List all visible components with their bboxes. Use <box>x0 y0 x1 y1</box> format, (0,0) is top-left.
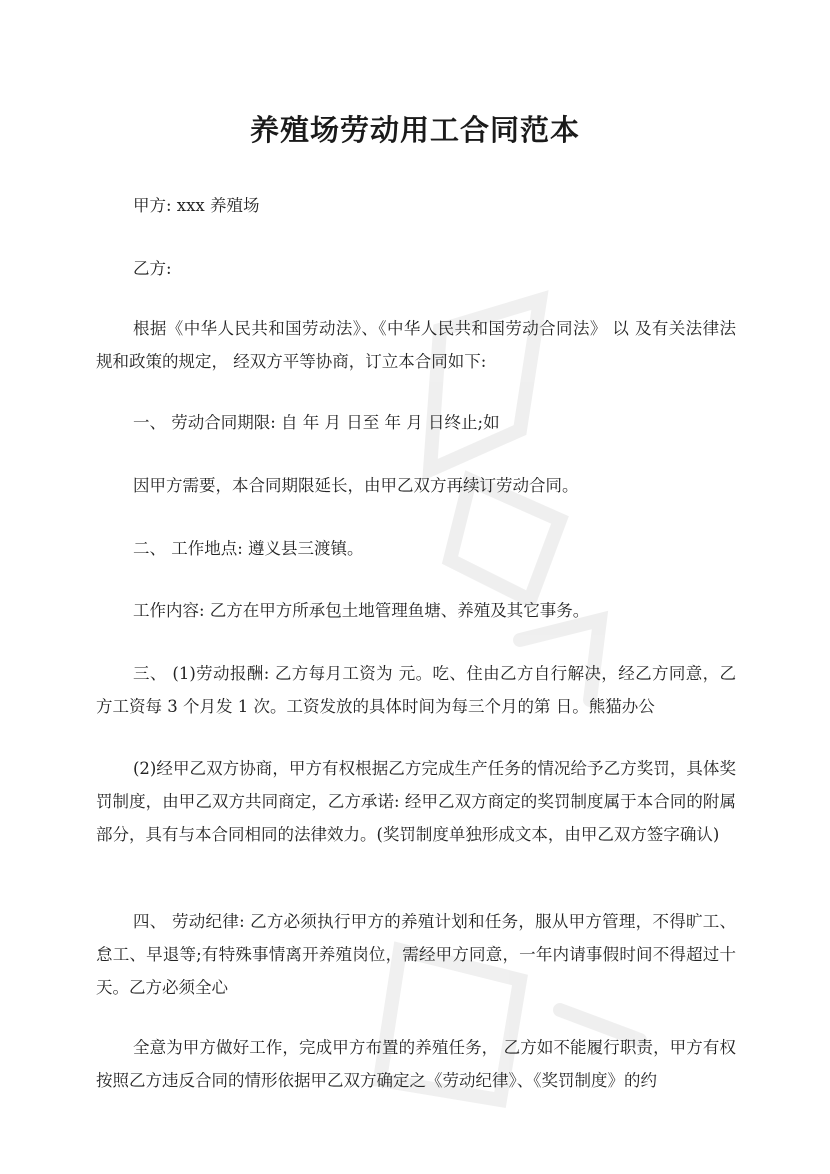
clause-3-remuneration: 三、 (1)劳动报酬: 乙方每月工资为 元。吃、住由乙方自行解决，经乙方同意，乙方工资每 3 个月发 1 次。工资发放的具体时间为每三个月的第 日。熊猫办公 <box>96 664 736 716</box>
party-b-line: 乙方: <box>133 259 172 278</box>
party-a-line: 甲方: xxx 养殖场 <box>133 196 260 215</box>
clause-2-job-content: 工作内容: 乙方在甲方所承包土地管理鱼塘、养殖及其它事务。 <box>133 601 590 620</box>
document-title: 养殖场劳动用工合同范本 <box>249 113 580 147</box>
clause-1-extension: 因甲方需要，本合同期限延长，由甲乙双方再续订劳动合同。 <box>133 476 579 495</box>
clause-4-discipline: 四、 劳动纪律: 乙方必须执行甲方的养殖计划和任务，服从甲方管理，不得旷工、怠工、早退等;有特殊事情离开养殖岗位，需经甲方同意，一年内请事假时间不得超过十天。乙方必须全心 <box>96 912 736 997</box>
clause-1-term: 一、 劳动合同期限: 自 年 月 日至 年 月 日终止;如 <box>133 413 500 432</box>
preamble-paragraph: 根据《中华人民共和国劳动法》、《中华人民共和国劳动合同法》 以 及有关法律法规和政策的规定， 经双方平等协商，订立本合同如下: <box>96 319 736 371</box>
clause-2-location: 二、 工作地点: 遵义县三渡镇。 <box>133 539 364 558</box>
clause-4-continued: 全意为甲方做好工作，完成甲方布置的养殖任务， 乙方如不能履行职责，甲方有权按照乙方违反合同的情形依据甲乙双方确定之《劳动纪律》、《奖罚制度》的约 <box>96 1038 736 1090</box>
clause-3-rewards-penalties: (2)经甲乙双方协商，甲方有权根据乙方完成生产任务的情况给予乙方奖罚，具体奖罚制度，由甲乙双方共同商定，乙方承诺: 经甲乙双方商定的奖罚制度属于本合同的附属部分，具有与本合同相同的法律效力。(奖罚制度单独形成文本，由甲乙双方签字确认) <box>96 759 736 844</box>
